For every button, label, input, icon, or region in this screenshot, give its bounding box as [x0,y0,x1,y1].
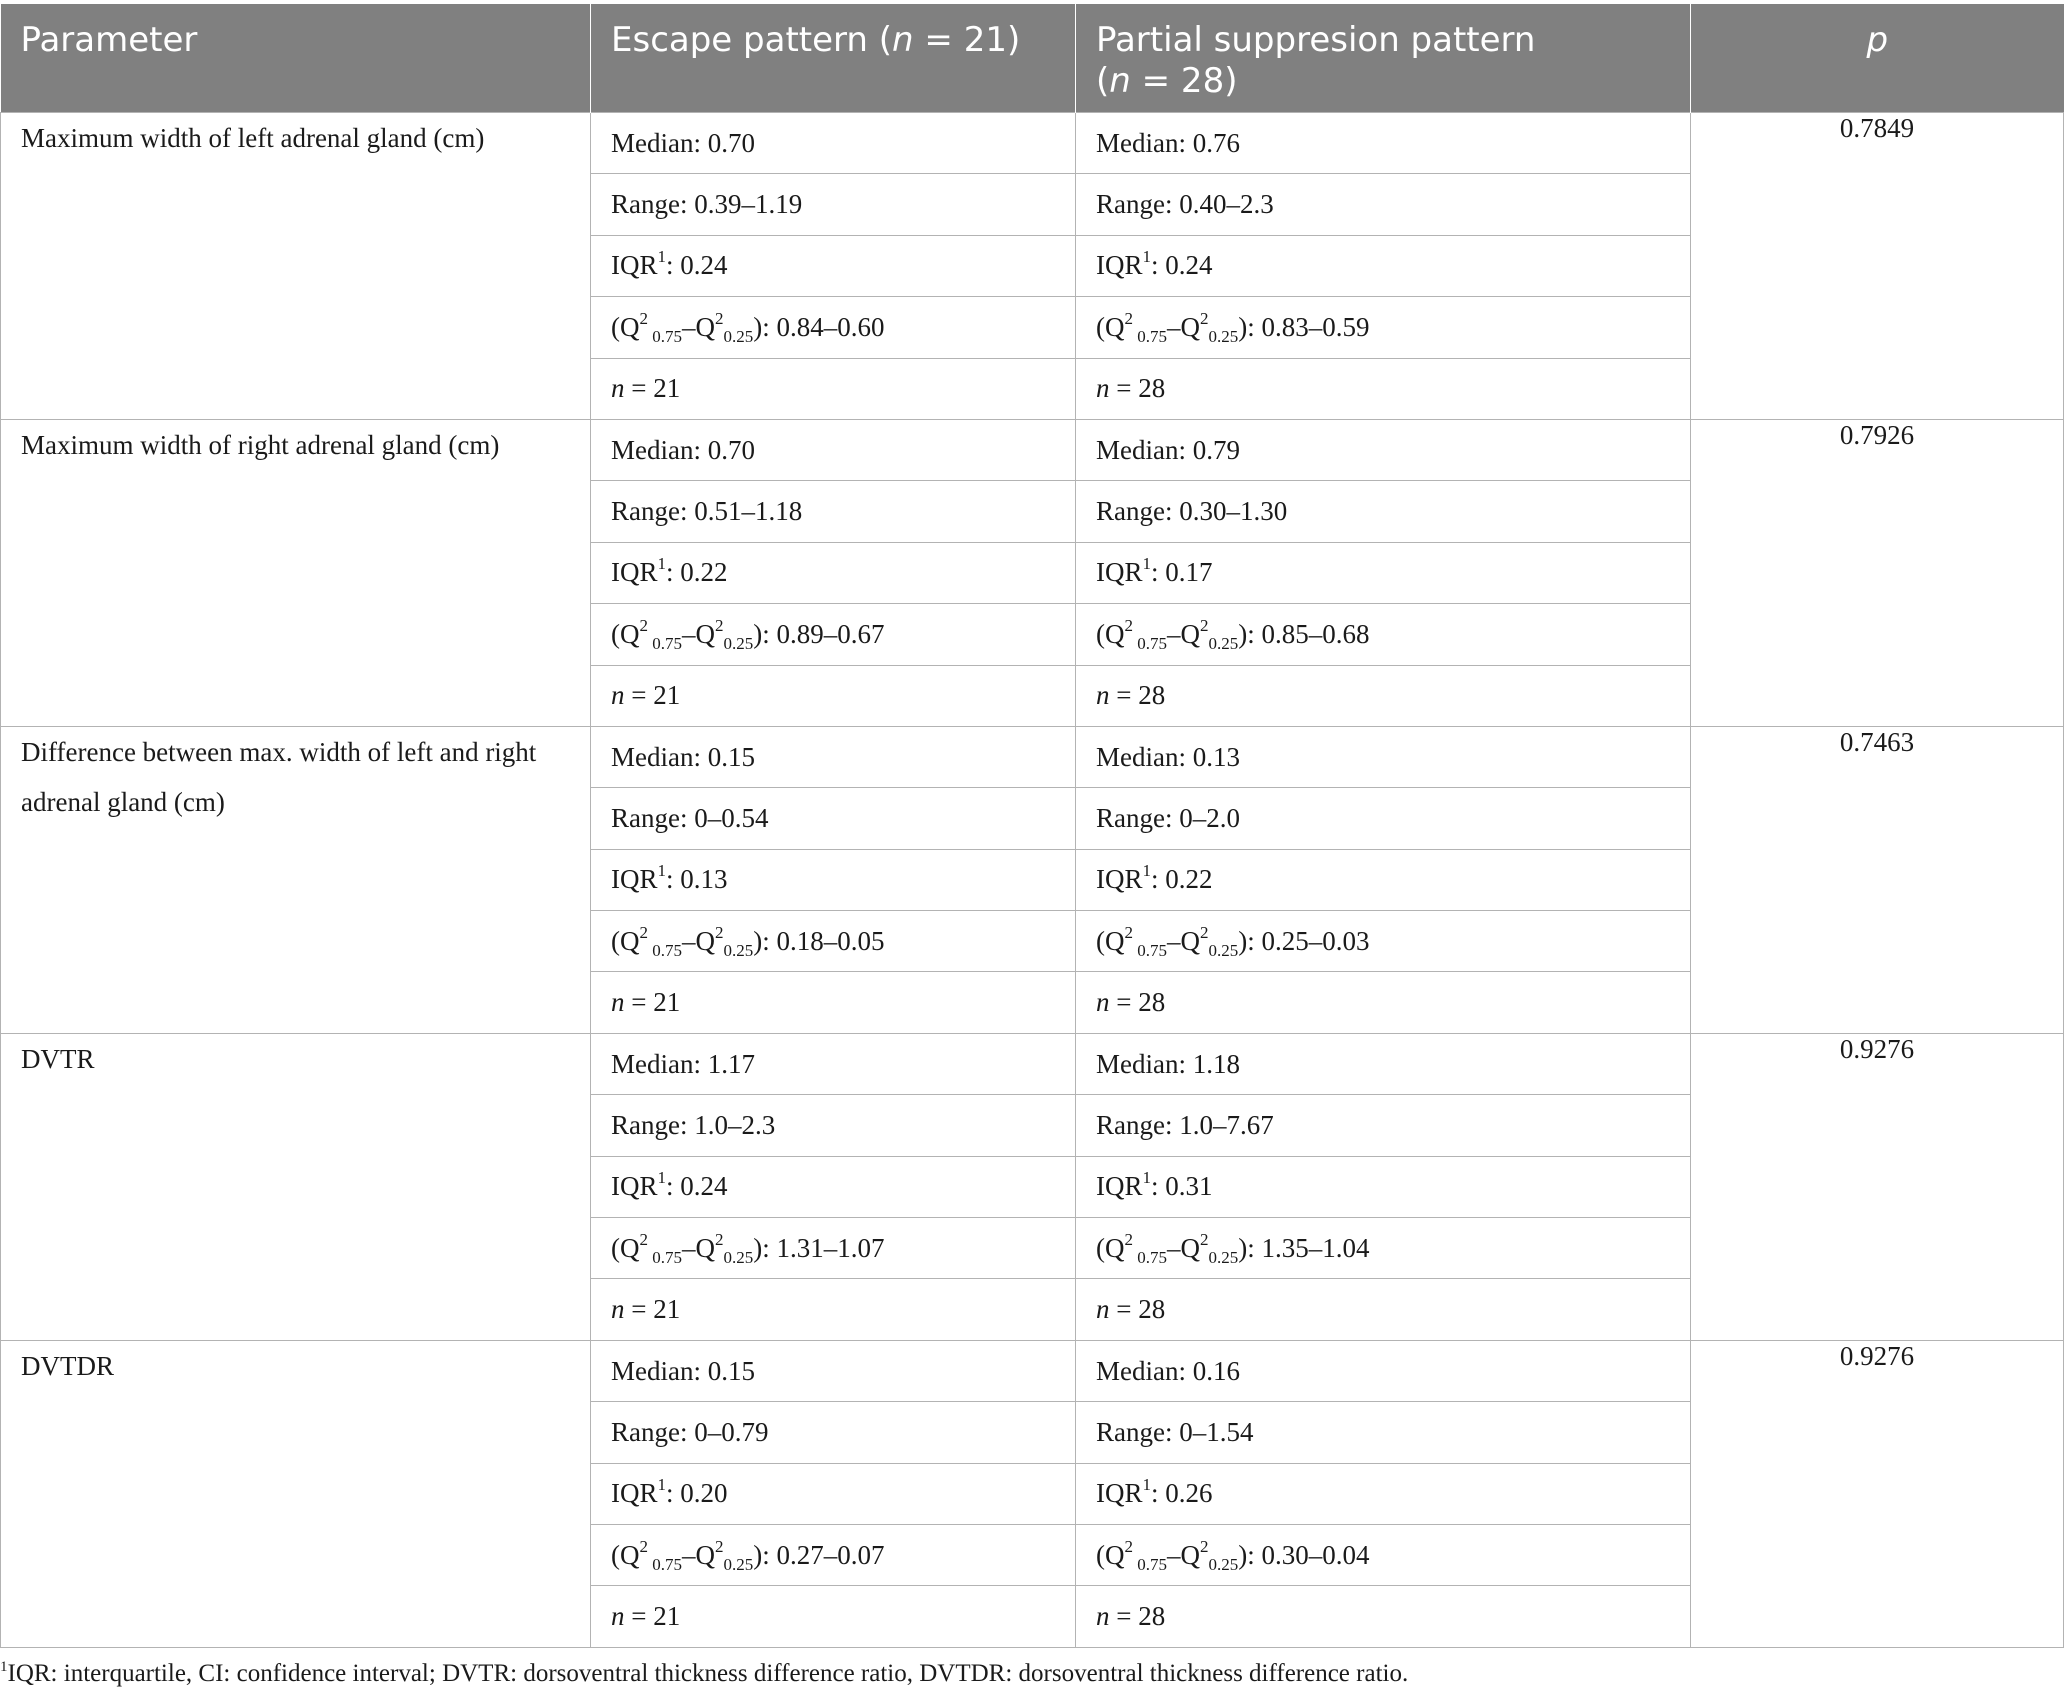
partial-range-cell [1076,481,1691,542]
q-close: ): [753,311,777,342]
p-value-cell: 0.9276 [1691,1033,2064,1340]
footnote-text: IQR: interquartile, CI: confidence interval; DVTR: dorsoventral thickness difference ratio, DVTDR: dorsoventral thickness difference ratio. [7,1660,1409,1687]
iqr-label: IQR [1096,557,1143,588]
median-value: 0.79 [1192,434,1240,465]
iqr-footnote-mark: 1 [1142,861,1151,881]
iqr-value: 0.24 [1165,250,1213,281]
n-label: n [1096,680,1110,711]
median-value: 0.76 [1192,127,1240,158]
table-row [1,419,2064,480]
q-sup: 2 [639,922,648,942]
q-value: 0.25–0.03 [1261,925,1370,956]
escape-range-cell [591,788,1076,849]
partial-iqr-cell [1076,849,1691,910]
q-close: ): [1238,311,1262,342]
iqr-value: 0.24 [680,250,728,281]
range-value: 0.30–1.30 [1179,496,1288,527]
q-sub-lo: 0.25 [1208,940,1239,960]
parameter-cell: DVTDR [1,1340,591,1647]
iqr-footnote-mark: 1 [1142,247,1151,267]
q-dash: –Q [1167,1539,1200,1570]
range-label: Range: [1096,189,1180,220]
iqr-footnote-mark: 1 [657,861,666,881]
q-dash: –Q [682,311,715,342]
range-label: Range: [1096,1416,1180,1447]
iqr-label: IQR [611,1478,658,1509]
range-label: Range: [611,1109,695,1140]
escape-iqr-cell [591,235,1076,296]
partial-range-cell [1076,1402,1691,1463]
q-value: 0.84–0.60 [776,311,885,342]
iqr-colon: : [1151,1171,1166,1202]
q-sub-lo: 0.25 [723,1247,754,1267]
n-eq: = [624,373,654,404]
n-eq: = [1109,1601,1139,1632]
iqr-label: IQR [1096,1171,1143,1202]
q-sub-lo: 0.25 [723,326,754,346]
iqr-value: 0.26 [1165,1478,1213,1509]
n-value: 28 [1138,1294,1166,1325]
partial-range-cell [1076,1095,1691,1156]
table-row [1,726,2064,787]
table-body [1,113,2064,1648]
iqr-label: IQR [611,557,658,588]
median-value: 1.18 [1192,1048,1240,1079]
range-value: 0–0.79 [694,1416,769,1447]
n-value: 21 [653,373,681,404]
range-value: 0.40–2.3 [1179,189,1274,220]
q-sup: 2 [1200,1536,1209,1556]
median-label: Median: [611,1048,708,1079]
escape-n-cell [591,1586,1076,1647]
n-eq: = [624,987,654,1018]
q-sup: 2 [1200,922,1209,942]
data-table [0,4,2064,1648]
q-close: ): [1238,925,1262,956]
q-dash: –Q [682,925,715,956]
table-header-row [1,4,2064,113]
iqr-footnote-mark: 1 [1142,1168,1151,1188]
q-value: 1.35–1.04 [1261,1232,1370,1263]
p-value-cell: 0.7463 [1691,726,2064,1033]
iqr-label: IQR [1096,1478,1143,1509]
iqr-colon: : [1151,1478,1166,1509]
q-sub-lo: 0.25 [1208,633,1239,653]
escape-q-cell [591,1218,1076,1279]
q-sub-hi: 0.75 [1133,326,1167,346]
iqr-value: 0.22 [1165,864,1213,895]
q-dash: –Q [1167,311,1200,342]
parameter-cell: DVTR [1,1033,591,1340]
p-value-cell: 0.7849 [1691,113,2064,420]
q-open: (Q [611,1539,640,1570]
q-sub-hi: 0.75 [1133,1554,1167,1574]
q-dash: –Q [682,1539,715,1570]
range-label: Range: [611,802,695,833]
q-sub-lo: 0.25 [723,940,754,960]
partial-median-cell [1076,1033,1691,1094]
q-sup: 2 [1124,1536,1133,1556]
n-value: 21 [653,1601,681,1632]
q-value: 1.31–1.07 [776,1232,885,1263]
iqr-value: 0.20 [680,1478,728,1509]
range-label: Range: [1096,496,1180,527]
q-sup: 2 [1124,922,1133,942]
median-label: Median: [1096,1355,1193,1386]
median-label: Median: [611,1355,708,1386]
q-sub-hi: 0.75 [648,326,682,346]
median-value: 0.15 [707,1355,755,1386]
n-value: 21 [653,1294,681,1325]
escape-median-cell [591,419,1076,480]
partial-n-cell [1076,665,1691,726]
q-sub-lo: 0.25 [1208,1247,1239,1267]
median-label: Median: [1096,127,1193,158]
range-value: 1.0–2.3 [694,1109,776,1140]
iqr-footnote-mark: 1 [657,247,666,267]
n-label: n [611,680,625,711]
iqr-label: IQR [1096,864,1143,895]
q-open: (Q [1096,311,1125,342]
iqr-colon: : [666,864,681,895]
n-label: n [611,1294,625,1325]
escape-iqr-cell [591,1463,1076,1524]
header-partial-n: n [1109,61,1131,101]
escape-n-cell [591,665,1076,726]
median-value: 1.17 [707,1048,755,1079]
q-value: 0.30–0.04 [1261,1539,1370,1570]
q-value: 0.85–0.68 [1261,618,1370,649]
q-sub-hi: 0.75 [648,633,682,653]
escape-median-cell [591,1033,1076,1094]
partial-median-cell [1076,419,1691,480]
iqr-footnote-mark: 1 [657,1475,666,1495]
partial-q-cell [1076,1218,1691,1279]
partial-iqr-cell [1076,1463,1691,1524]
n-eq: = [1109,680,1139,711]
q-dash: –Q [682,1232,715,1263]
partial-n-cell [1076,972,1691,1033]
n-value: 21 [653,680,681,711]
range-value: 0–2.0 [1179,802,1240,833]
partial-iqr-cell [1076,235,1691,296]
q-open: (Q [1096,1539,1125,1570]
iqr-colon: : [1151,250,1166,281]
n-value: 28 [1138,373,1166,404]
iqr-footnote-mark: 1 [1142,1475,1151,1495]
q-sup: 2 [1200,308,1209,328]
parameter-cell: Maximum width of left adrenal gland (cm) [1,113,591,420]
q-open: (Q [611,925,640,956]
escape-q-cell [591,1524,1076,1585]
escape-range-cell [591,1095,1076,1156]
q-close: ): [753,925,777,956]
q-value: 0.27–0.07 [776,1539,885,1570]
q-sup: 2 [639,1536,648,1556]
n-value: 28 [1138,987,1166,1018]
n-label: n [1096,1601,1110,1632]
n-eq: = [624,1294,654,1325]
q-close: ): [1238,1539,1262,1570]
header-partial-prefix: ( [1096,61,1110,101]
n-label: n [1096,373,1110,404]
q-sub-hi: 0.75 [648,940,682,960]
median-label: Median: [611,434,708,465]
iqr-colon: : [666,557,681,588]
footnote-sup: 1 [0,1659,8,1675]
median-value: 0.70 [707,127,755,158]
q-sup: 2 [715,1536,724,1556]
header-escape-prefix: Escape pattern ( [611,20,893,60]
iqr-footnote-mark: 1 [657,1168,666,1188]
range-label: Range: [611,1416,695,1447]
escape-iqr-cell [591,542,1076,603]
q-dash: –Q [682,618,715,649]
median-label: Median: [611,127,708,158]
header-partial [1076,4,1691,113]
iqr-footnote-mark: 1 [1142,554,1151,574]
header-parameter: Parameter [1,4,591,113]
n-value: 28 [1138,680,1166,711]
escape-q-cell [591,297,1076,358]
escape-q-cell [591,604,1076,665]
n-value: 21 [653,987,681,1018]
iqr-colon: : [1151,864,1166,895]
q-dash: –Q [1167,618,1200,649]
q-sup: 2 [1200,615,1209,635]
median-value: 0.15 [707,741,755,772]
iqr-label: IQR [611,1171,658,1202]
escape-range-cell [591,1402,1076,1463]
q-sub-hi: 0.75 [1133,633,1167,653]
header-partial-suffix: = 28) [1130,61,1238,101]
partial-n-cell [1076,358,1691,419]
iqr-value: 0.22 [680,557,728,588]
partial-iqr-cell [1076,542,1691,603]
partial-range-cell [1076,174,1691,235]
n-label: n [611,373,625,404]
q-close: ): [1238,1232,1262,1263]
q-sup: 2 [715,1229,724,1249]
header-escape-n: n [892,20,914,60]
table-container [0,4,2063,1648]
q-value: 0.18–0.05 [776,925,885,956]
n-value: 28 [1138,1601,1166,1632]
median-value: 0.13 [1192,741,1240,772]
n-label: n [611,1601,625,1632]
range-value: 0.39–1.19 [694,189,803,220]
q-close: ): [753,1232,777,1263]
n-label: n [1096,1294,1110,1325]
table-row [1,1340,2064,1401]
escape-q-cell [591,911,1076,972]
q-sup: 2 [1124,1229,1133,1249]
escape-median-cell [591,726,1076,787]
iqr-value: 0.13 [680,864,728,895]
q-sup: 2 [639,615,648,635]
q-sub-lo: 0.25 [723,633,754,653]
footnote [0,1660,2063,1688]
iqr-colon: : [1151,557,1166,588]
p-value-cell: 0.7926 [1691,419,2064,726]
escape-iqr-cell [591,1156,1076,1217]
q-open: (Q [611,1232,640,1263]
q-value: 0.83–0.59 [1261,311,1370,342]
partial-n-cell [1076,1586,1691,1647]
n-label: n [611,987,625,1018]
p-value-cell: 0.9276 [1691,1340,2064,1647]
iqr-value: 0.17 [1165,557,1213,588]
q-close: ): [1238,618,1262,649]
partial-range-cell [1076,788,1691,849]
median-label: Median: [611,741,708,772]
range-label: Range: [1096,802,1180,833]
escape-iqr-cell [591,849,1076,910]
range-label: Range: [611,496,695,527]
q-sup: 2 [639,308,648,328]
q-dash: –Q [1167,925,1200,956]
header-partial-line1: Partial suppresion pattern [1096,20,1536,60]
parameter-cell: Maximum width of right adrenal gland (cm) [1,419,591,726]
median-label: Median: [1096,1048,1193,1079]
q-open: (Q [611,311,640,342]
iqr-footnote-mark: 1 [657,554,666,574]
q-sup: 2 [639,1229,648,1249]
escape-n-cell [591,358,1076,419]
parameter-cell: Difference between max. width of left and right adrenal gland (cm) [1,726,591,1033]
q-sub-lo: 0.25 [1208,1554,1239,1574]
median-value: 0.70 [707,434,755,465]
q-sup: 2 [1200,1229,1209,1249]
q-open: (Q [1096,618,1125,649]
n-eq: = [624,680,654,711]
q-dash: –Q [1167,1232,1200,1263]
iqr-label: IQR [1096,250,1143,281]
q-close: ): [753,1539,777,1570]
q-open: (Q [1096,925,1125,956]
q-value: 0.89–0.67 [776,618,885,649]
table-row [1,1033,2064,1094]
median-label: Median: [1096,434,1193,465]
header-p: p [1691,4,2064,113]
q-sub-hi: 0.75 [648,1247,682,1267]
iqr-colon: : [666,250,681,281]
iqr-value: 0.24 [680,1171,728,1202]
partial-q-cell [1076,1524,1691,1585]
iqr-label: IQR [611,864,658,895]
iqr-colon: : [666,1478,681,1509]
range-value: 0.51–1.18 [694,496,803,527]
n-eq: = [1109,373,1139,404]
escape-range-cell [591,481,1076,542]
range-label: Range: [1096,1109,1180,1140]
escape-n-cell [591,972,1076,1033]
q-sub-lo: 0.25 [1208,326,1239,346]
partial-q-cell [1076,604,1691,665]
partial-median-cell [1076,726,1691,787]
partial-median-cell [1076,1340,1691,1401]
q-close: ): [753,618,777,649]
q-sup: 2 [715,615,724,635]
partial-n-cell [1076,1279,1691,1340]
partial-iqr-cell [1076,1156,1691,1217]
q-sub-hi: 0.75 [648,1554,682,1574]
escape-range-cell [591,174,1076,235]
q-sub-hi: 0.75 [1133,1247,1167,1267]
q-sup: 2 [715,922,724,942]
table-row [1,113,2064,174]
median-value: 0.16 [1192,1355,1240,1386]
escape-median-cell [591,1340,1076,1401]
range-value: 0–1.54 [1179,1416,1254,1447]
q-open: (Q [611,618,640,649]
n-eq: = [624,1601,654,1632]
iqr-value: 0.31 [1165,1171,1213,1202]
header-escape [591,4,1076,113]
header-escape-suffix: = 21) [913,20,1021,60]
q-sup: 2 [715,308,724,328]
n-eq: = [1109,1294,1139,1325]
range-value: 1.0–7.67 [1179,1109,1274,1140]
median-label: Median: [1096,741,1193,772]
iqr-label: IQR [611,250,658,281]
q-open: (Q [1096,1232,1125,1263]
escape-n-cell [591,1279,1076,1340]
escape-median-cell [591,113,1076,174]
q-sup: 2 [1124,308,1133,328]
q-sub-hi: 0.75 [1133,940,1167,960]
range-label: Range: [611,189,695,220]
q-sup: 2 [1124,615,1133,635]
partial-q-cell [1076,297,1691,358]
n-eq: = [1109,987,1139,1018]
iqr-colon: : [666,1171,681,1202]
partial-median-cell [1076,113,1691,174]
n-label: n [1096,987,1110,1018]
range-value: 0–0.54 [694,802,769,833]
partial-q-cell [1076,911,1691,972]
q-sub-lo: 0.25 [723,1554,754,1574]
